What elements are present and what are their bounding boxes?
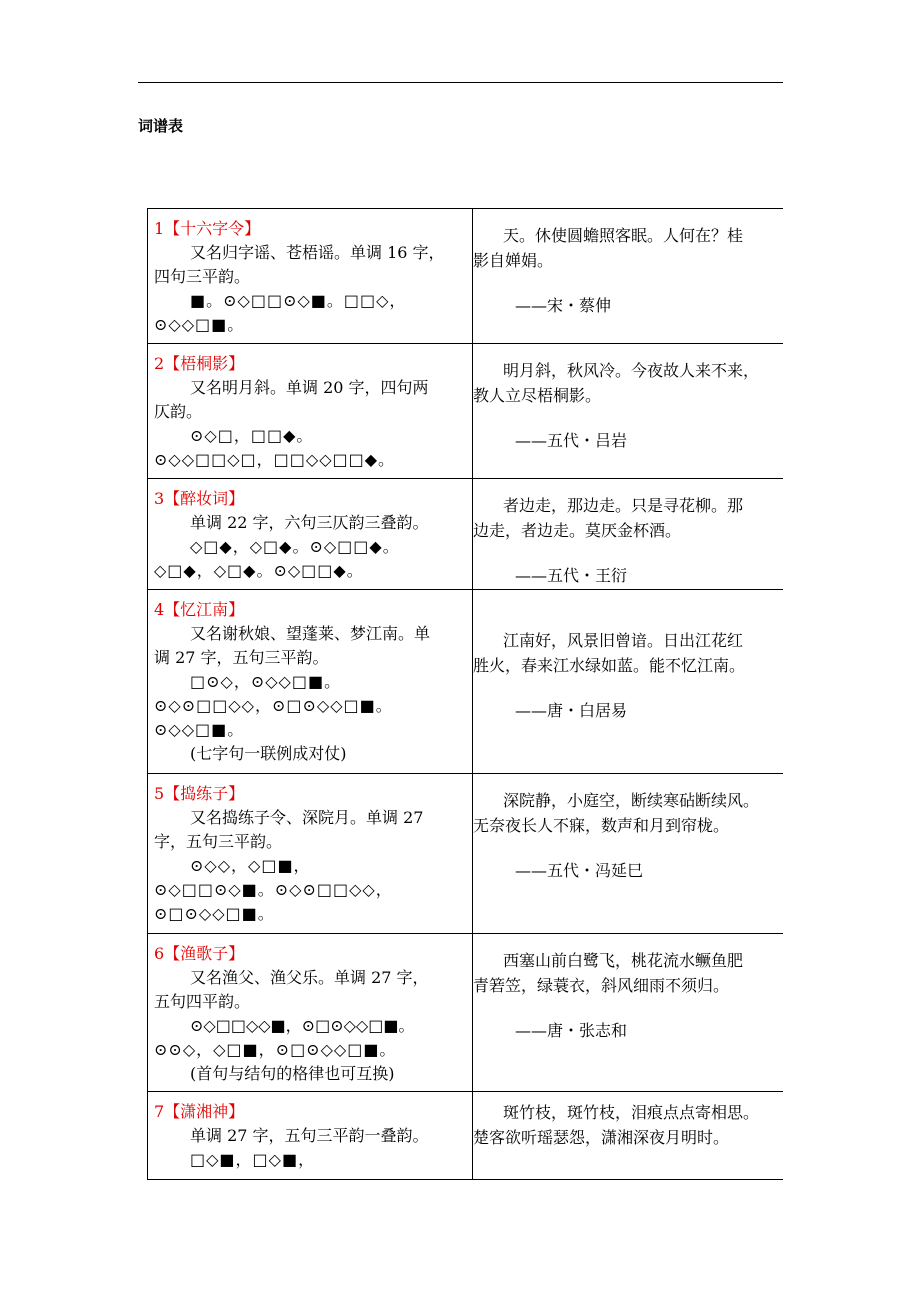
example-poem: 明月斜，秋风冷。今夜故人来不来， <box>503 361 760 380</box>
example-cell <box>473 934 784 1092</box>
tune-description: 又名捣练子令、深院月。单调 27 <box>190 808 424 827</box>
tune-title: 4【忆江南】 <box>154 600 245 619</box>
tune-description: 字，五句三平韵。 <box>154 832 283 851</box>
pattern-cell <box>148 479 473 590</box>
tune-description: 又名谢秋娘、望蓬莱、梦江南。单 <box>190 624 431 643</box>
tune-description: 仄韵。 <box>154 402 203 421</box>
tonal-pattern: ⊙◇□□◇◇■，⊙□⊙◇◇□■。 <box>190 1016 415 1035</box>
example-poem: 教人立尽梧桐影。 <box>473 386 602 405</box>
tune-description: 四句三平韵。 <box>154 267 251 286</box>
tonal-pattern: ⊙◇⊙□□◇◇，⊙□⊙◇◇□■。 <box>154 696 393 715</box>
example-poem: 青箬笠，绿蓑衣，斜风细雨不须归。 <box>473 976 730 995</box>
ci-pattern-table <box>147 208 783 1180</box>
example-cell <box>473 209 784 344</box>
tune-description: 调 27 字，五句三平韵。 <box>154 648 329 667</box>
tune-title: 3【醉妆词】 <box>154 489 245 508</box>
poem-attribution: ——五代・吕岩 <box>515 431 628 450</box>
poem-attribution: ——宋・蔡伸 <box>515 296 612 315</box>
table-row <box>148 774 784 934</box>
tonal-pattern: ⊙◇□□⊙◇■。⊙◇⊙□□◇◇， <box>154 880 393 899</box>
pattern-cell <box>148 774 473 934</box>
document-title: 词谱表 <box>138 117 184 135</box>
tune-description: 单调 27 字，五句三平韵一叠韵。 <box>190 1126 429 1145</box>
header-rule <box>138 82 783 83</box>
tonal-pattern: ⊙◇◇□■。 <box>154 315 245 334</box>
tonal-pattern: ⊙◇□，□□◆。 <box>190 426 314 445</box>
example-poem: 边走，者边走。莫厌金杯酒。 <box>473 521 682 540</box>
table-row <box>148 479 784 590</box>
tonal-pattern: ◇□◆，◇□◆。⊙◇□□◆。 <box>154 561 364 580</box>
tune-description: 五句四平韵。 <box>154 992 251 1011</box>
example-poem: 深院静，小庭空，断续寒砧断续风。 <box>503 791 760 810</box>
tonal-pattern: □◇■，□◇■， <box>190 1150 316 1169</box>
example-poem: 影自婵娟。 <box>473 251 554 270</box>
table-row <box>148 1092 784 1180</box>
tune-description: 又名归字谣、苍梧谣。单调 16 字， <box>190 243 445 262</box>
pattern-note: (七字句一联例成对仗) <box>190 744 347 763</box>
tune-title: 1【十六字令】 <box>154 219 261 238</box>
tune-description: 又名渔父、渔父乐。单调 27 字， <box>190 968 429 987</box>
pattern-cell <box>148 209 473 344</box>
tonal-pattern: ■。⊙◇□□⊙◇■。□□◇， <box>190 291 407 310</box>
example-poem: 者边走，那边走。只是寻花柳。那 <box>503 496 744 515</box>
example-cell <box>473 1092 784 1180</box>
example-cell <box>473 479 784 590</box>
pattern-cell <box>148 590 473 774</box>
table-row <box>148 934 784 1092</box>
tonal-pattern: ⊙◇◇□□◇□，□□◇◇□□◆。 <box>154 450 396 469</box>
example-cell <box>473 590 784 774</box>
tune-title: 5【捣练子】 <box>154 784 245 803</box>
example-poem: 无奈夜长人不寐，数声和月到帘栊。 <box>473 816 730 835</box>
tonal-pattern: ⊙◇◇□■。 <box>154 720 245 739</box>
table-row <box>148 590 784 774</box>
example-poem: 江南好，风景旧曾谙。日出江花红 <box>503 631 744 650</box>
example-poem: 西塞山前白鹭飞，桃花流水鳜鱼肥 <box>503 951 744 970</box>
example-cell <box>473 774 784 934</box>
tonal-pattern: ⊙⊙◇，◇□■，⊙□⊙◇◇□■。 <box>154 1040 397 1059</box>
poem-attribution: ——唐・张志和 <box>515 1021 628 1040</box>
example-cell <box>473 344 784 479</box>
tonal-pattern: ◇□◆，◇□◆。⊙◇□□◆。 <box>190 537 400 556</box>
pattern-cell <box>148 1092 473 1180</box>
example-poem: 斑竹枝，斑竹枝，泪痕点点寄相思。 <box>503 1103 760 1122</box>
example-poem: 胜火，春来江水绿如蓝。能不忆江南。 <box>473 656 746 675</box>
tonal-pattern: ⊙□⊙◇◇□■。 <box>154 904 275 923</box>
tonal-pattern: □⊙◇，⊙◇◇□■。 <box>190 672 342 691</box>
pattern-cell <box>148 344 473 479</box>
example-poem: 天。休使圆蟾照客眠。人何在？桂 <box>503 226 744 245</box>
tune-title: 7【潇湘神】 <box>154 1102 245 1121</box>
pattern-note: (首句与结句的格律也可互换) <box>190 1064 395 1083</box>
tune-description: 单调 22 字，六句三仄韵三叠韵。 <box>190 513 429 532</box>
tune-title: 6【渔歌子】 <box>154 944 245 963</box>
tune-title: 2【梧桐影】 <box>154 354 245 373</box>
table-row <box>148 209 784 344</box>
tonal-pattern: ⊙◇◇，◇□■， <box>190 856 311 875</box>
example-poem: 楚客欲听瑶瑟怨，潇湘深夜月明时。 <box>473 1128 730 1147</box>
pattern-cell <box>148 934 473 1092</box>
table-row <box>148 344 784 479</box>
tune-description: 又名明月斜。单调 20 字，四句两 <box>190 378 429 397</box>
poem-attribution: ——五代・冯延巳 <box>515 861 644 880</box>
poem-attribution: ——唐・白居易 <box>515 701 628 720</box>
poem-attribution: ——五代・王衍 <box>515 566 628 585</box>
